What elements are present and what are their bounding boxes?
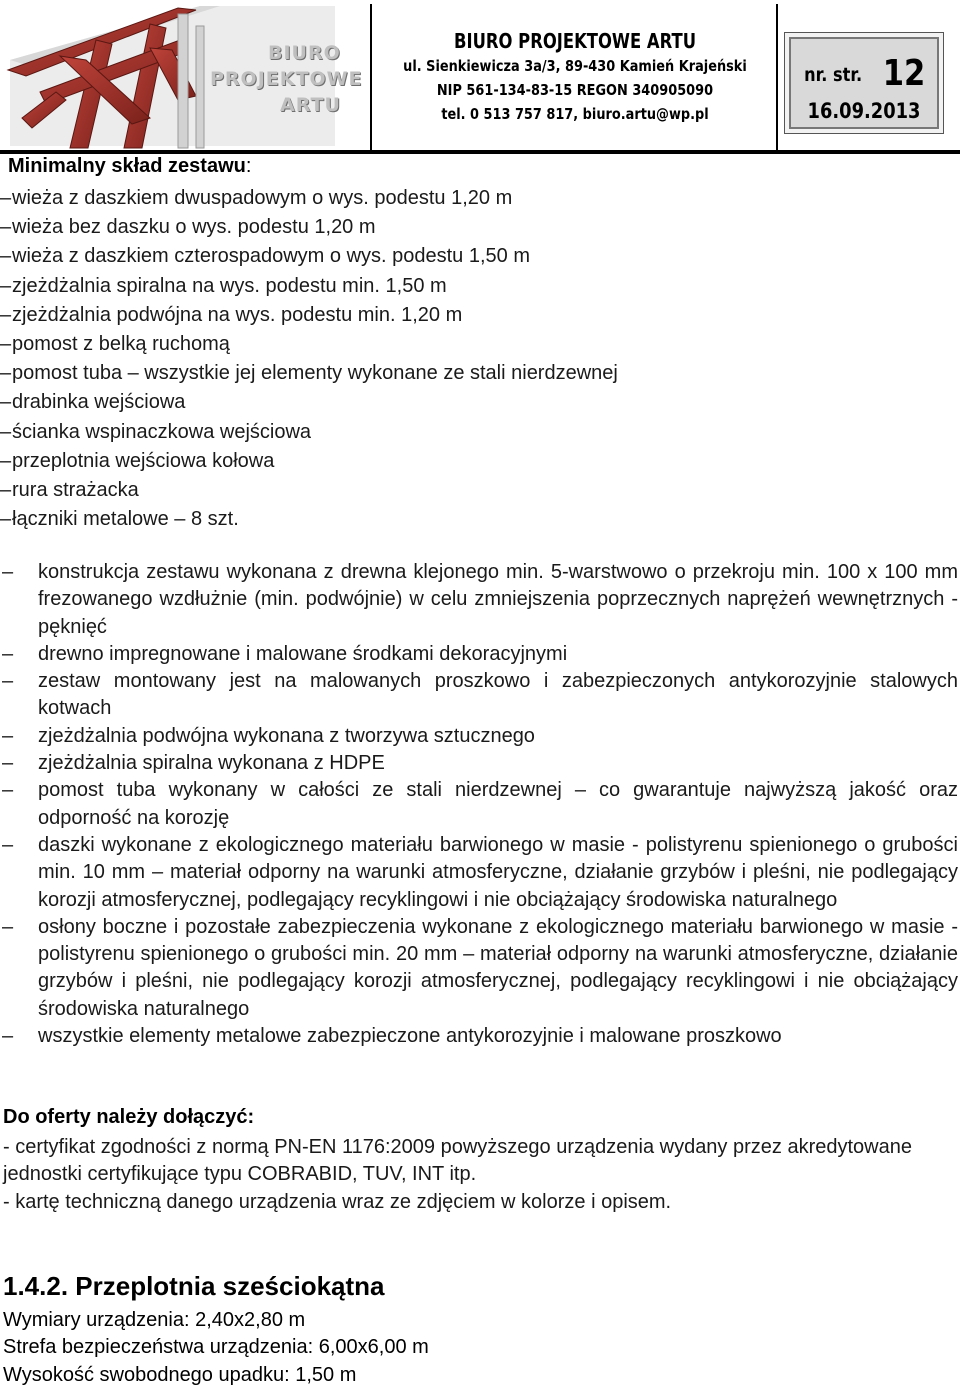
composition-item-text: przeplotnia wejściowa kołowa: [12, 449, 275, 472]
composition-item-text: wieża z daszkiem dwuspadowym o wys. podestu 1,20 m: [12, 187, 513, 209]
feature-item: [0, 668, 958, 723]
list-dash: –: [0, 391, 12, 414]
device-parameter: Strefa bezpieczeństwa urządzenia: 6,00x6,00 m: [3, 1336, 429, 1359]
list-dash: –: [0, 187, 12, 209]
feature-item-text: konstrukcja zestawu wykonana z drewna klejonego min. 5-warstwowo o przekroju min. 100 x 100 mm frezowanego wzdłużnie (min. podwójnie) w celu zmniejszenia poprzecznych naprężeń wewnętrznych - pęknięć: [38, 561, 958, 638]
composition-item-text: wieża bez daszku o wys. podestu 1,20 m: [12, 216, 376, 239]
feature-item-text: zjeżdżalnia podwójna wykonana z tworzywa sztucznego: [38, 724, 535, 747]
feature-item: [0, 777, 958, 832]
composition-title-colon: :: [245, 155, 252, 177]
logo-line-2: PROJEKTOWE: [210, 68, 363, 90]
list-dash: –: [2, 752, 14, 775]
composition-item: [0, 184, 960, 213]
list-dash: –: [0, 303, 12, 326]
list-dash: –: [2, 642, 14, 665]
list-dash: –: [0, 362, 12, 385]
list-dash: –: [2, 915, 14, 938]
composition-item-text: zjeżdżalnia spiralna na wys. podestu min. 1,50 m: [12, 274, 447, 297]
device-parameter: Wysokość swobodnego upadku: 1,50 m: [3, 1363, 357, 1386]
list-dash: –: [0, 420, 12, 443]
list-dash: –: [2, 1025, 14, 1048]
composition-item: [0, 359, 960, 388]
composition-item-text: pomost z belką ruchomą: [12, 333, 230, 356]
composition-item: [0, 505, 960, 534]
composition-item-text: rura strażacka: [12, 479, 139, 502]
feature-item-text: pomost tuba wykonany w całości ze stali nierdzewnej – co gwarantuje najwyższą jakość oraz odporność na korozję: [38, 779, 958, 829]
page-number: [791, 53, 937, 94]
list-dash: –: [2, 670, 14, 693]
composition-item: [0, 301, 960, 330]
composition-item: [0, 476, 960, 505]
company-logo: [0, 0, 370, 150]
feature-item-text: drewno impregnowane i malowane środkami dekoracyjnymi: [38, 642, 568, 665]
attachments-list: [3, 1134, 958, 1216]
header-bottom-rule: [0, 150, 960, 154]
composition-title-text: Minimalny skład zestawu: [8, 155, 246, 177]
feature-item: [0, 750, 958, 777]
page-date: 16.09.2013: [807, 99, 921, 123]
composition-item: [0, 388, 960, 417]
list-dash: –: [2, 779, 14, 802]
feature-item-text: wszystkie elementy metalowe zabezpieczone antykorozyjnie i malowane proszkowo: [38, 1025, 782, 1048]
composition-title: [8, 155, 251, 178]
page-number-value: 12: [882, 53, 926, 94]
list-dash: –: [0, 333, 12, 356]
composition-item: [0, 213, 960, 242]
document-header: [0, 0, 960, 152]
composition-item-text: wieża z daszkiem czterospadowym o wys. podestu 1,50 m: [12, 245, 530, 268]
logo-line-1: BIURO: [268, 42, 341, 64]
feature-item: [0, 641, 958, 668]
composition-item: [0, 272, 960, 301]
composition-item-text: pomost tuba – wszystkie jej elementy wykonane ze stali nierdzewnej: [12, 362, 618, 385]
device-parameter: Wymiary urządzenia: 2,40x2,80 m: [3, 1309, 306, 1331]
feature-item: [0, 1023, 958, 1050]
composition-item: [0, 242, 960, 271]
attachment-item: - kartę techniczną danego urządzenia wraz ze zdjęciem w kolorze i opisem.: [3, 1190, 672, 1213]
attachments-title: Do oferty należy dołączyć:: [3, 1106, 255, 1128]
company-ids: NIP 561-134-83-15 REGON 340905090: [436, 81, 714, 99]
list-dash: –: [0, 508, 12, 531]
composition-item: [0, 447, 960, 476]
composition-item: [0, 418, 960, 447]
page-number-box-inner: [789, 37, 939, 129]
feature-item-text: daszki wykonane z ekologicznego materiału barwionego w masie - polistyrenu spienionego o grubości min. 10 mm – materiał odporny na warunki atmosferyczne, działanie grzybów i pleśni, nie podlegający korozji atmosferycznej, podlegający recyklingowi i nie obciążający środowiska naturalnego: [38, 833, 958, 911]
composition-list: [0, 184, 960, 534]
list-dash: –: [2, 724, 14, 747]
features-list: [0, 559, 958, 1050]
composition-item-text: drabinka wejściowa: [12, 391, 186, 414]
feature-item: [0, 723, 958, 750]
attachment-item: - certyfikat zgodności z normą PN-EN 1176:2009 powyższego urządzenia wydany przez akredytowane jednostki certyfikujące typu COBRABID, TUV, INT itp.: [3, 1136, 912, 1186]
feature-item: [0, 832, 958, 914]
composition-item-text: zjeżdżalnia podwójna na wys. podestu min. 1,20 m: [12, 303, 463, 326]
logo-line-3: ARTU: [280, 94, 341, 116]
feature-item: [0, 914, 958, 1023]
composition-item-text: łączniki metalowe – 8 szt.: [12, 508, 239, 531]
feature-item-text: osłony boczne i pozostałe zabezpieczenia wykonane z ekologicznego materiału barwionego w masie - polistyrenu spienionego o grubości min. 20 mm – materiał odporny na warunki atmosferyczne, działanie grzybów i pleśni, nie podlegający korozji atmosferycznej, podlegający recyklingowi i nie obciążający środowiska naturalnego: [38, 915, 958, 1020]
list-dash: –: [0, 274, 12, 297]
composition-item: [0, 330, 960, 359]
subsection-heading: 1.4.2. Przeplotnia sześciokątna: [3, 1271, 385, 1301]
list-dash: –: [2, 561, 14, 583]
feature-item-text: zjeżdżalnia spiralna wykonana z HDPE: [38, 752, 385, 775]
list-dash: –: [0, 216, 12, 239]
device-parameters: [3, 1307, 429, 1389]
header-divider-right: [776, 4, 778, 150]
composition-item-text: ścianka wspinaczkowa wejściowa: [12, 420, 312, 443]
page-number-box: [784, 32, 944, 134]
company-address: ul. Sienkiewicza 3a/3, 89-430 Kamień Krajeński: [403, 57, 747, 75]
list-dash: –: [2, 833, 14, 856]
list-dash: –: [0, 245, 12, 268]
list-dash: –: [0, 479, 12, 502]
header-divider-left: [370, 4, 372, 150]
company-name: BIURO PROJEKTOWE ARTU: [453, 29, 697, 53]
logo-wordmark: [210, 40, 363, 118]
feature-item: [0, 559, 958, 641]
page-number-label: nr. str.: [804, 64, 863, 86]
company-info: [374, 28, 776, 126]
company-contact: tel. 0 513 757 817, biuro.artu@wp.pl: [441, 105, 709, 123]
feature-item-text: zestaw montowany jest na malowanych proszkowo i zabezpieczonych antykorozyjnie stalowych kotwach: [38, 670, 958, 720]
list-dash: –: [0, 449, 12, 472]
